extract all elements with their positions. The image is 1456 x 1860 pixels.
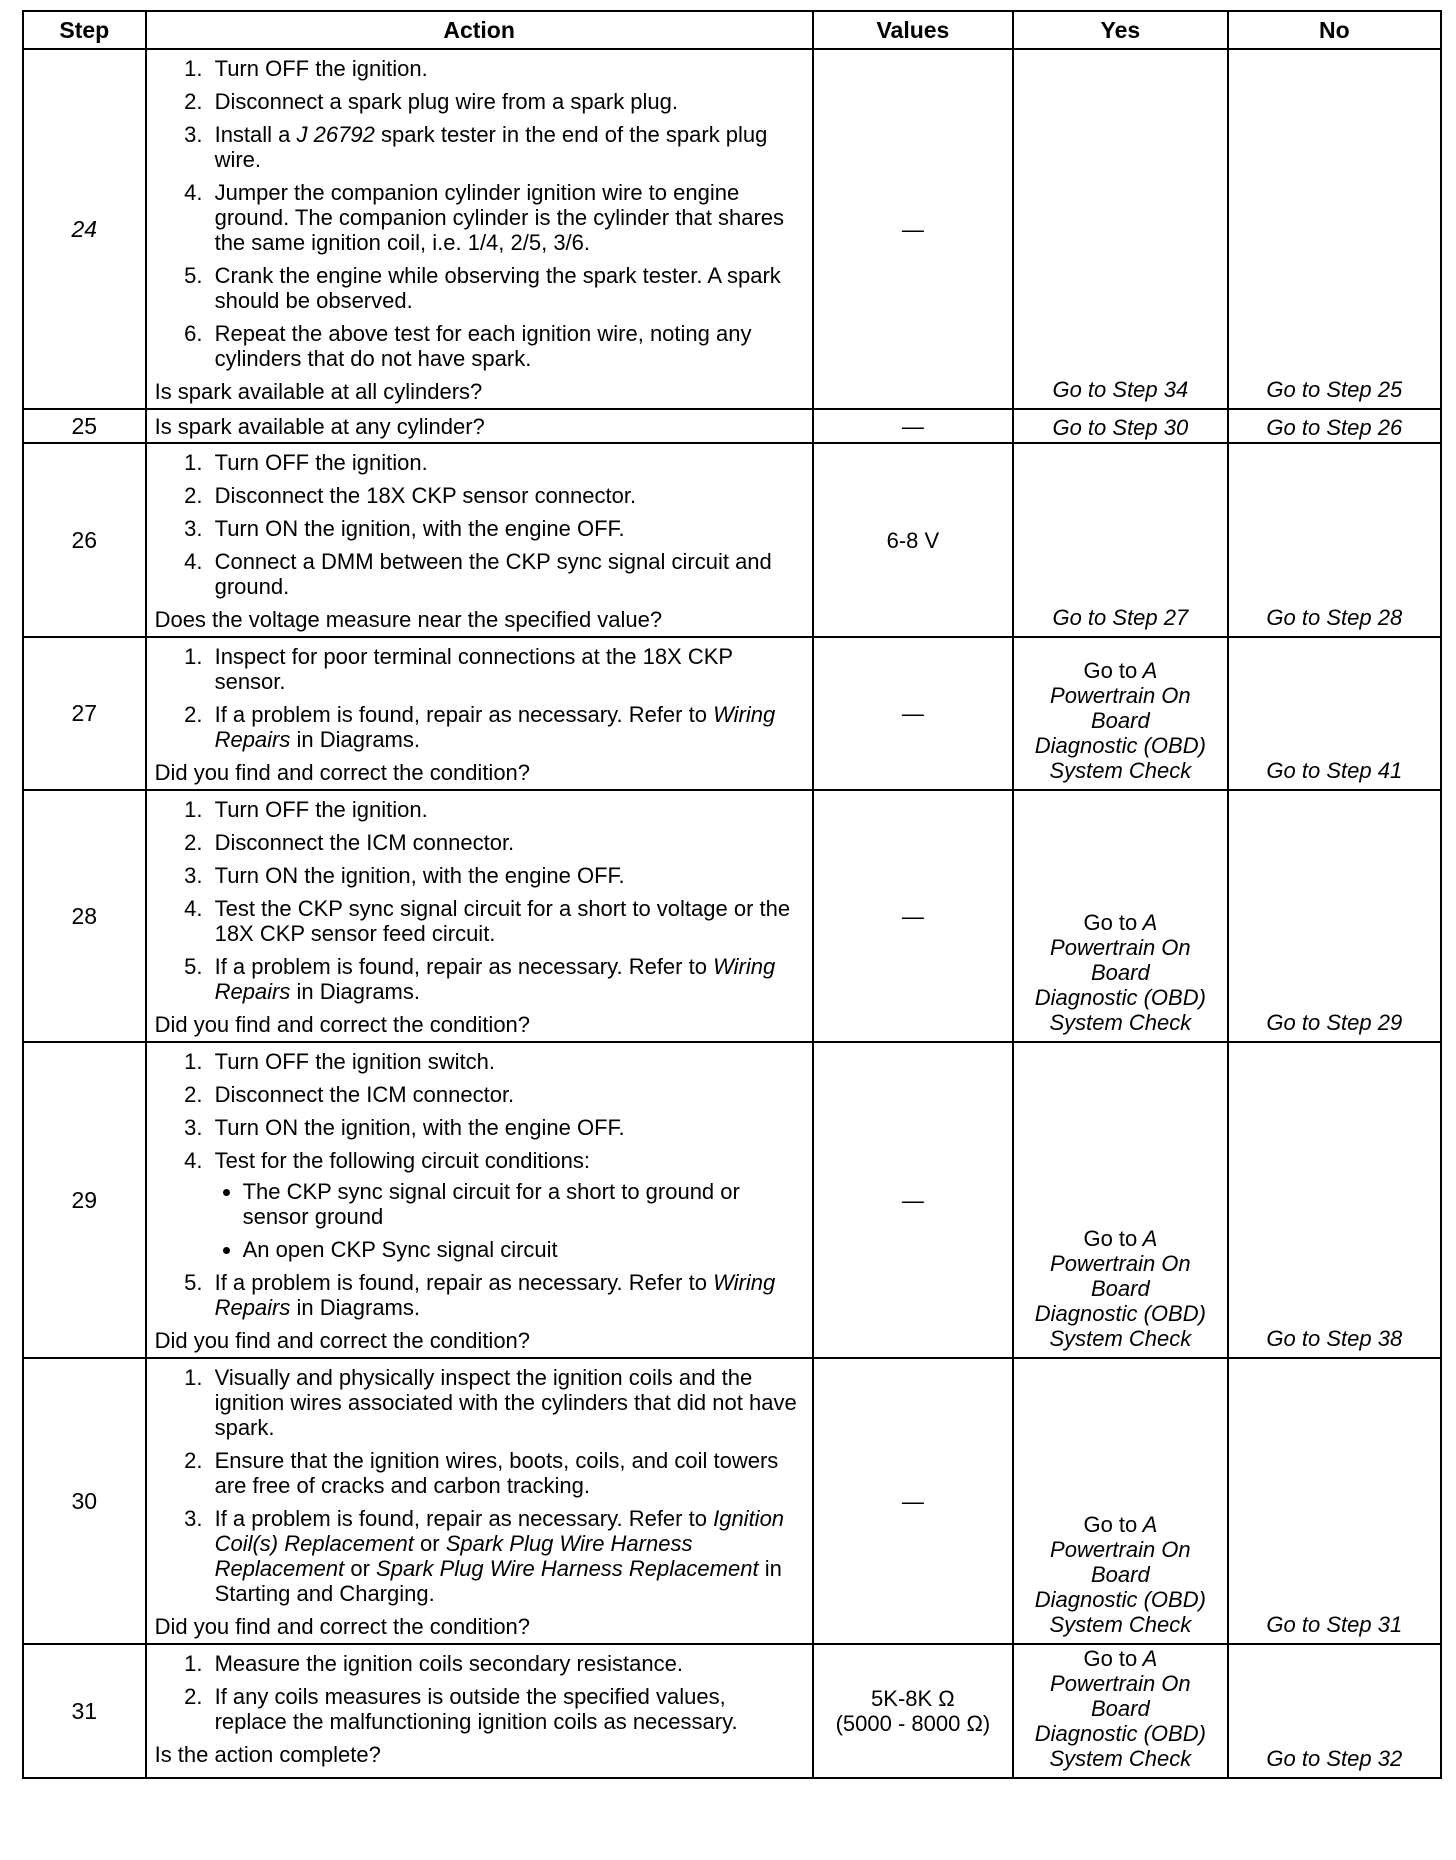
list-item [209, 1506, 802, 1606]
obd-line: Board [1090, 1276, 1150, 1301]
list-item: 2. Ensure that the ignition wires, boots, coils, and coil towers are free of cracks and carbon tracking. [209, 1448, 802, 1498]
yes-link[interactable] [1013, 637, 1228, 790]
step-number: 27 [23, 637, 146, 790]
obd-line: System Check [1049, 1326, 1192, 1351]
obd-line: Powertrain On [1050, 1251, 1191, 1276]
item-text: in Starting and Charging. [214, 1556, 782, 1606]
obd-line: Powertrain On [1050, 935, 1191, 960]
item-text: or [420, 1531, 440, 1556]
item-text: If a problem is found, repair as necessary. Refer to [214, 954, 707, 979]
obd-line: System Check [1049, 1612, 1192, 1637]
action-cell [146, 790, 813, 1042]
list-item: 4. Connect a DMM between the CKP sync signal circuit and ground. [209, 549, 802, 599]
table-row [23, 637, 1441, 790]
bullet-item: • The CKP sync signal circuit for a short to ground or sensor ground [243, 1179, 802, 1229]
obd-line: System Check [1049, 1746, 1192, 1771]
list-item [209, 1270, 802, 1320]
header-values: Values [813, 11, 1013, 49]
yes-link[interactable] [1013, 790, 1228, 1042]
yes-link[interactable]: Go to Step 34 [1013, 49, 1228, 409]
header-row [23, 11, 1441, 49]
obd-line: Diagnostic (OBD) [1034, 1301, 1206, 1326]
list-item: 1. Turn OFF the ignition switch. [209, 1049, 802, 1074]
obd-line: Board [1090, 1696, 1150, 1721]
no-link[interactable]: Go to Step 38 [1228, 1042, 1441, 1358]
header-action: Action [146, 11, 813, 49]
item-text: If a problem is found, repair as necessary. Refer to [214, 1270, 707, 1295]
bullet-list [215, 1179, 802, 1262]
question: Is spark available at all cylinders? [154, 379, 483, 404]
list-item [209, 1148, 802, 1262]
obd-line: Powertrain On [1050, 1671, 1191, 1696]
action-list [155, 644, 802, 752]
step-number: 26 [23, 443, 146, 637]
obd-line: Powertrain On [1050, 1537, 1191, 1562]
action-cell [146, 49, 813, 409]
list-item: 1. Turn OFF the ignition. [209, 56, 802, 81]
spark-plug-wire-harness-link[interactable]: Spark Plug Wire Harness Replacement [214, 1531, 693, 1581]
list-item: 2. Disconnect the ICM connector. [209, 1082, 802, 1107]
list-item: 4. Test the CKP sync signal circuit for a short to voltage or the 18X CKP sensor feed circuit. [209, 896, 802, 946]
item-text: If a problem is found, repair as necessary. Refer to [214, 1506, 707, 1531]
header-no: No [1228, 11, 1441, 49]
action-cell [146, 409, 813, 443]
no-link[interactable]: Go to Step 41 [1228, 637, 1441, 790]
obd-line: Diagnostic (OBD) [1034, 733, 1206, 758]
no-link[interactable]: Go to Step 31 [1228, 1358, 1441, 1644]
no-link[interactable]: Go to Step 29 [1228, 790, 1441, 1042]
question: Did you find and correct the condition? [154, 1614, 531, 1639]
tool-ref: J 26792 [296, 122, 375, 147]
question: Is the action complete? [154, 1742, 381, 1767]
obd-line: Diagnostic (OBD) [1034, 1587, 1206, 1612]
step-number: 30 [23, 1358, 146, 1644]
item-text: Install a [214, 122, 291, 147]
obd-line: Board [1090, 708, 1150, 733]
step-number: 31 [23, 1644, 146, 1778]
yes-link[interactable] [1013, 1042, 1228, 1358]
obd-line: Board [1090, 960, 1150, 985]
action-list [155, 1651, 802, 1734]
question: Did you find and correct the condition? [154, 760, 531, 785]
list-item: 6. Repeat the above test for each ignition wire, noting any cylinders that do not have spark. [209, 321, 802, 371]
list-item: 1. Visually and physically inspect the ignition coils and the ignition wires associated with the cylinders that did not have spark. [209, 1365, 802, 1440]
value-cell [813, 1644, 1013, 1778]
action-list [155, 797, 802, 1004]
value-cell: — [813, 637, 1013, 790]
question: Is spark available at any cylinder? [154, 413, 485, 439]
table-row [23, 1644, 1441, 1778]
step-number: 25 [23, 409, 146, 443]
ignition-coil-replacement-link[interactable]: Ignition Coil(s) Replacement [214, 1506, 785, 1556]
no-link[interactable]: Go to Step 25 [1228, 49, 1441, 409]
yes-link[interactable]: Go to Step 27 [1013, 443, 1228, 637]
list-item: 4. Jumper the companion cylinder ignition wire to engine ground. The companion cylinder is the cylinder that shares the same ignition coil, i.e. 1/4, 2/5, 3/6. [209, 180, 802, 255]
resistance-value: 5K-8K Ω [871, 1686, 955, 1711]
action-list [155, 450, 802, 599]
table-row [23, 1042, 1441, 1358]
list-item: 1. Measure the ignition coils secondary resistance. [209, 1651, 802, 1676]
obd-goto: Go to A [1083, 658, 1158, 683]
value-cell: — [813, 790, 1013, 1042]
value-cell: — [813, 1358, 1013, 1644]
list-item: 3. Turn ON the ignition, with the engine OFF. [209, 1115, 802, 1140]
table-row [23, 409, 1441, 443]
item-text: If a problem is found, repair as necessary. Refer to [214, 702, 707, 727]
wiring-repairs-link[interactable]: Wiring Repairs [214, 954, 776, 1004]
obd-goto: Go to A [1083, 1646, 1158, 1671]
item-text: or [350, 1556, 370, 1581]
obd-line: System Check [1049, 1010, 1192, 1035]
step-number: 29 [23, 1042, 146, 1358]
header-yes: Yes [1013, 11, 1228, 49]
table-row [23, 49, 1441, 409]
question: Did you find and correct the condition? [154, 1328, 531, 1353]
list-item: 2. If any coils measures is outside the specified values, replace the malfunctioning ignition coils as necessary. [209, 1684, 802, 1734]
list-item: 3. Turn ON the ignition, with the engine OFF. [209, 863, 802, 888]
no-link[interactable]: Go to Step 26 [1228, 409, 1441, 443]
spark-plug-wire-harness-link-2[interactable]: Spark Plug Wire Harness Replacement [376, 1556, 759, 1581]
obd-line: Board [1090, 1562, 1150, 1587]
obd-goto: Go to A [1083, 1512, 1158, 1537]
wiring-repairs-link[interactable]: Wiring Repairs [214, 702, 776, 752]
list-item: 1. Turn OFF the ignition. [209, 450, 802, 475]
list-item [209, 122, 802, 172]
obd-line: Powertrain On [1050, 683, 1191, 708]
step-number: 28 [23, 790, 146, 1042]
wiring-repairs-link[interactable]: Wiring Repairs [214, 1270, 776, 1320]
list-item: 1. Inspect for poor terminal connections at the 18X CKP sensor. [209, 644, 802, 694]
diagnostic-table [22, 10, 1442, 1779]
action-cell [146, 1644, 813, 1778]
question: Did you find and correct the condition? [154, 1012, 531, 1037]
item-text: in Diagrams. [296, 979, 420, 1004]
yes-link[interactable]: Go to Step 30 [1013, 409, 1228, 443]
obd-line: Diagnostic (OBD) [1034, 1721, 1206, 1746]
item-text: in Diagrams. [296, 727, 420, 752]
action-list [155, 1049, 802, 1320]
table-row [23, 790, 1441, 1042]
item-text: Test for the following circuit conditions: [214, 1148, 590, 1173]
list-item: 2. Disconnect the 18X CKP sensor connector. [209, 483, 802, 508]
list-item: 5. Crank the engine while observing the spark tester. A spark should be observed. [209, 263, 802, 313]
obd-line: System Check [1049, 758, 1192, 783]
bullet-item: • An open CKP Sync signal circuit [243, 1237, 802, 1262]
value-cell: — [813, 409, 1013, 443]
yes-link[interactable] [1013, 1358, 1228, 1644]
value-cell: 6-8 V [813, 443, 1013, 637]
obd-goto: Go to A [1083, 910, 1158, 935]
no-link[interactable]: Go to Step 28 [1228, 443, 1441, 637]
action-cell [146, 637, 813, 790]
question: Does the voltage measure near the specified value? [154, 607, 663, 632]
action-list [155, 1365, 802, 1606]
action-cell [146, 443, 813, 637]
item-text: spark tester in the end of the spark plug wire. [214, 122, 768, 172]
yes-link[interactable] [1013, 1644, 1228, 1778]
item-text: in Diagrams. [296, 1295, 420, 1320]
table-row [23, 443, 1441, 637]
obd-goto: Go to A [1083, 1226, 1158, 1251]
list-item: 2. Disconnect a spark plug wire from a spark plug. [209, 89, 802, 114]
list-item: 3. Turn ON the ignition, with the engine OFF. [209, 516, 802, 541]
action-cell [146, 1042, 813, 1358]
list-item: 1. Turn OFF the ignition. [209, 797, 802, 822]
action-list [155, 56, 802, 371]
value-cell: — [813, 49, 1013, 409]
no-link[interactable]: Go to Step 32 [1228, 1644, 1441, 1778]
value-cell: — [813, 1042, 1013, 1358]
action-cell [146, 1358, 813, 1644]
obd-line: Diagnostic (OBD) [1034, 985, 1206, 1010]
header-step: Step [23, 11, 146, 49]
list-item: 2. Disconnect the ICM connector. [209, 830, 802, 855]
list-item [209, 702, 802, 752]
list-item [209, 954, 802, 1004]
step-number: 24 [23, 49, 146, 409]
resistance-range: (5000 - 8000 Ω) [835, 1711, 991, 1736]
table-row [23, 1358, 1441, 1644]
